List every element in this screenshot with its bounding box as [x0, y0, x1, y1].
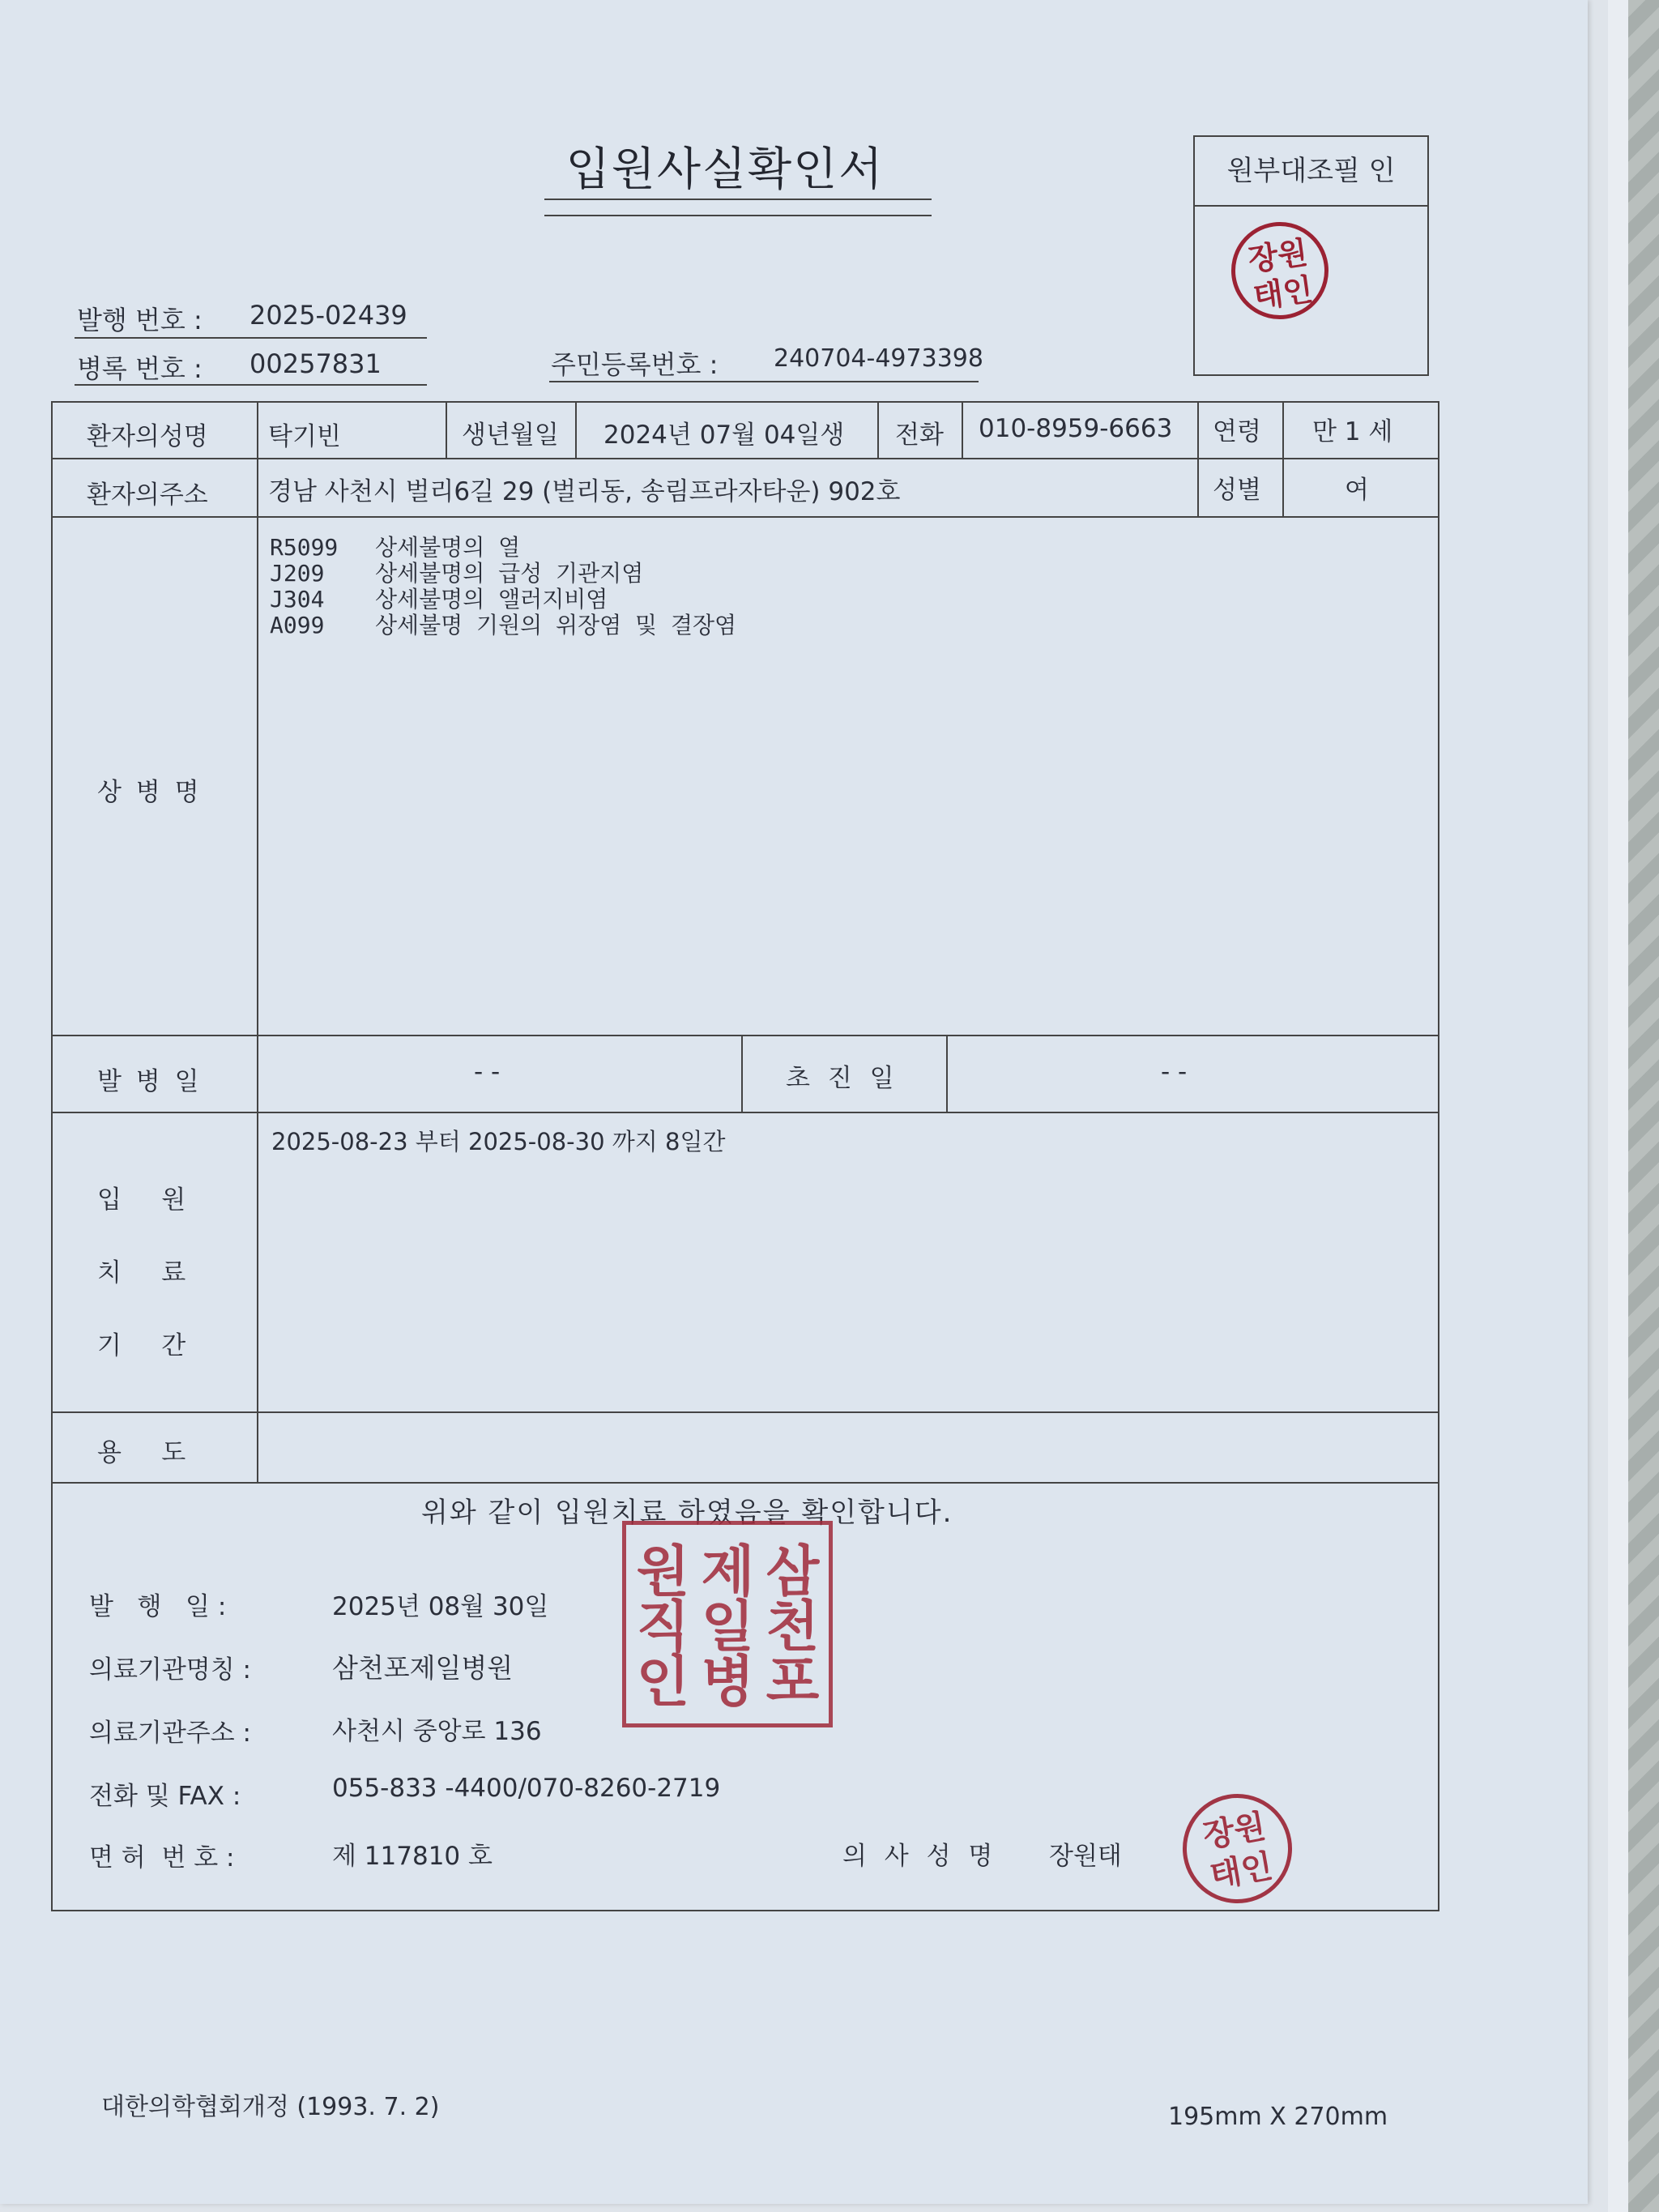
paper-size-note: 195mm X 270mm	[1168, 2103, 1388, 2131]
phone-fax-label: 전화 및 FAX :	[89, 1782, 241, 1811]
license-label: 면 허 번 호 :	[89, 1843, 235, 1873]
age-value: 만 1 세	[1312, 417, 1393, 446]
row-divider	[53, 1411, 1438, 1413]
column-divider	[575, 403, 577, 458]
divider	[75, 337, 427, 339]
row-divider	[53, 1112, 1438, 1113]
revision-note: 대한의학협회개정 (1993. 7. 2)	[101, 2093, 440, 2121]
verification-stamp-box	[1193, 135, 1429, 376]
diagnosis-item: J209 상세불명의 급성 기관지염	[270, 560, 644, 587]
hospital-name-label: 의료기관명칭 :	[89, 1655, 251, 1685]
sex-label: 성별	[1213, 476, 1261, 505]
chart-number: 00257831	[249, 348, 382, 379]
confirmation-text: 위와 같이 입원치료 하였음을 확인합니다.	[421, 1497, 953, 1529]
doctor-name: 장원태	[1049, 1842, 1122, 1871]
first-visit-label: 초 진 일	[786, 1064, 899, 1093]
issue-number-label: 발행 번호 :	[77, 305, 203, 335]
phone-label: 전화	[895, 421, 944, 450]
diagnosis-item: J304 상세불명의 앨러지비염	[270, 586, 608, 613]
admission-label-1: 입 원	[97, 1185, 186, 1215]
doctor-name-label: 의 사 성 명	[842, 1842, 998, 1871]
hospital-address: 사천시 중앙로 136	[332, 1717, 542, 1746]
stamp-box-label: 원부대조필 인	[1195, 137, 1427, 207]
address-label: 환자의주소	[87, 480, 208, 510]
diagnosis-item: A099 상세불명 기원의 위장염 및 결장염	[270, 612, 737, 638]
row-divider	[53, 516, 1438, 518]
first-visit-value: - -	[1161, 1057, 1188, 1087]
rrn-value: 240704-4973398	[774, 344, 983, 373]
issue-number: 2025-02439	[249, 300, 407, 331]
diagnosis-item: R5099 상세불명의 열	[270, 534, 521, 561]
verification-seal-text: 장원태인	[1245, 233, 1316, 315]
address-value: 경남 사천시 벌리6길 29 (벌리동, 송림프라자타운) 902호	[268, 477, 901, 506]
onset-value: - -	[474, 1057, 501, 1087]
certificate-table	[51, 401, 1439, 1911]
admission-label-2: 치 료	[97, 1258, 186, 1287]
patient-name: 탁기빈	[268, 422, 341, 451]
admission-period: 2025-08-23 부터 2025-08-30 까지 8일간	[271, 1128, 726, 1155]
column-divider	[257, 403, 258, 1482]
issue-date-label: 발 행 일 :	[89, 1592, 227, 1621]
divider	[549, 381, 979, 382]
rrn-label: 주민등록번호 :	[551, 349, 719, 380]
document-title: 입원사실확인서	[565, 143, 885, 196]
diagnosis-label: 상 병 명	[97, 778, 203, 807]
phone-value: 010-8959-6663	[979, 414, 1173, 443]
hospital-seal	[622, 1521, 833, 1727]
column-divider	[446, 403, 447, 458]
column-divider	[962, 403, 963, 458]
hospital-name: 삼천포제일병원	[332, 1652, 514, 1684]
column-divider	[1282, 403, 1284, 516]
title-underline	[544, 215, 932, 216]
column-divider	[1197, 403, 1199, 516]
column-divider	[741, 1035, 743, 1112]
sex-value: 여	[1345, 476, 1369, 505]
chart-number-label: 병록 번호 :	[77, 353, 203, 384]
purpose-label: 용 도	[97, 1438, 186, 1467]
column-divider	[877, 403, 879, 458]
patient-name-label: 환자의성명	[87, 422, 208, 451]
age-label: 연령	[1213, 417, 1261, 446]
title-underline	[544, 199, 932, 200]
hospital-address-label: 의료기관주소 :	[89, 1719, 251, 1748]
onset-label: 발 병 일	[97, 1067, 203, 1096]
dob-label: 생년월일	[462, 421, 559, 450]
doctor-seal-text: 장원태인	[1200, 1806, 1276, 1895]
diagnosis-list	[270, 535, 736, 638]
verification-seal	[1225, 216, 1335, 326]
row-divider	[53, 1035, 1438, 1036]
license-number: 제 117810 호	[332, 1842, 493, 1871]
phone-fax: 055-833 -4400/070-8260-2719	[332, 1774, 721, 1803]
column-divider	[946, 1035, 948, 1112]
divider	[75, 384, 427, 386]
row-divider	[53, 458, 1438, 459]
hospital-seal-text: 삼천포제일병원직인	[626, 1541, 821, 1707]
row-divider	[53, 1482, 1438, 1484]
issue-date: 2025년 08월 30일	[332, 1592, 549, 1621]
doctor-seal	[1174, 1785, 1300, 1911]
admission-label-3: 기 간	[97, 1331, 186, 1360]
dob-value: 2024년 07월 04일생	[603, 421, 845, 450]
